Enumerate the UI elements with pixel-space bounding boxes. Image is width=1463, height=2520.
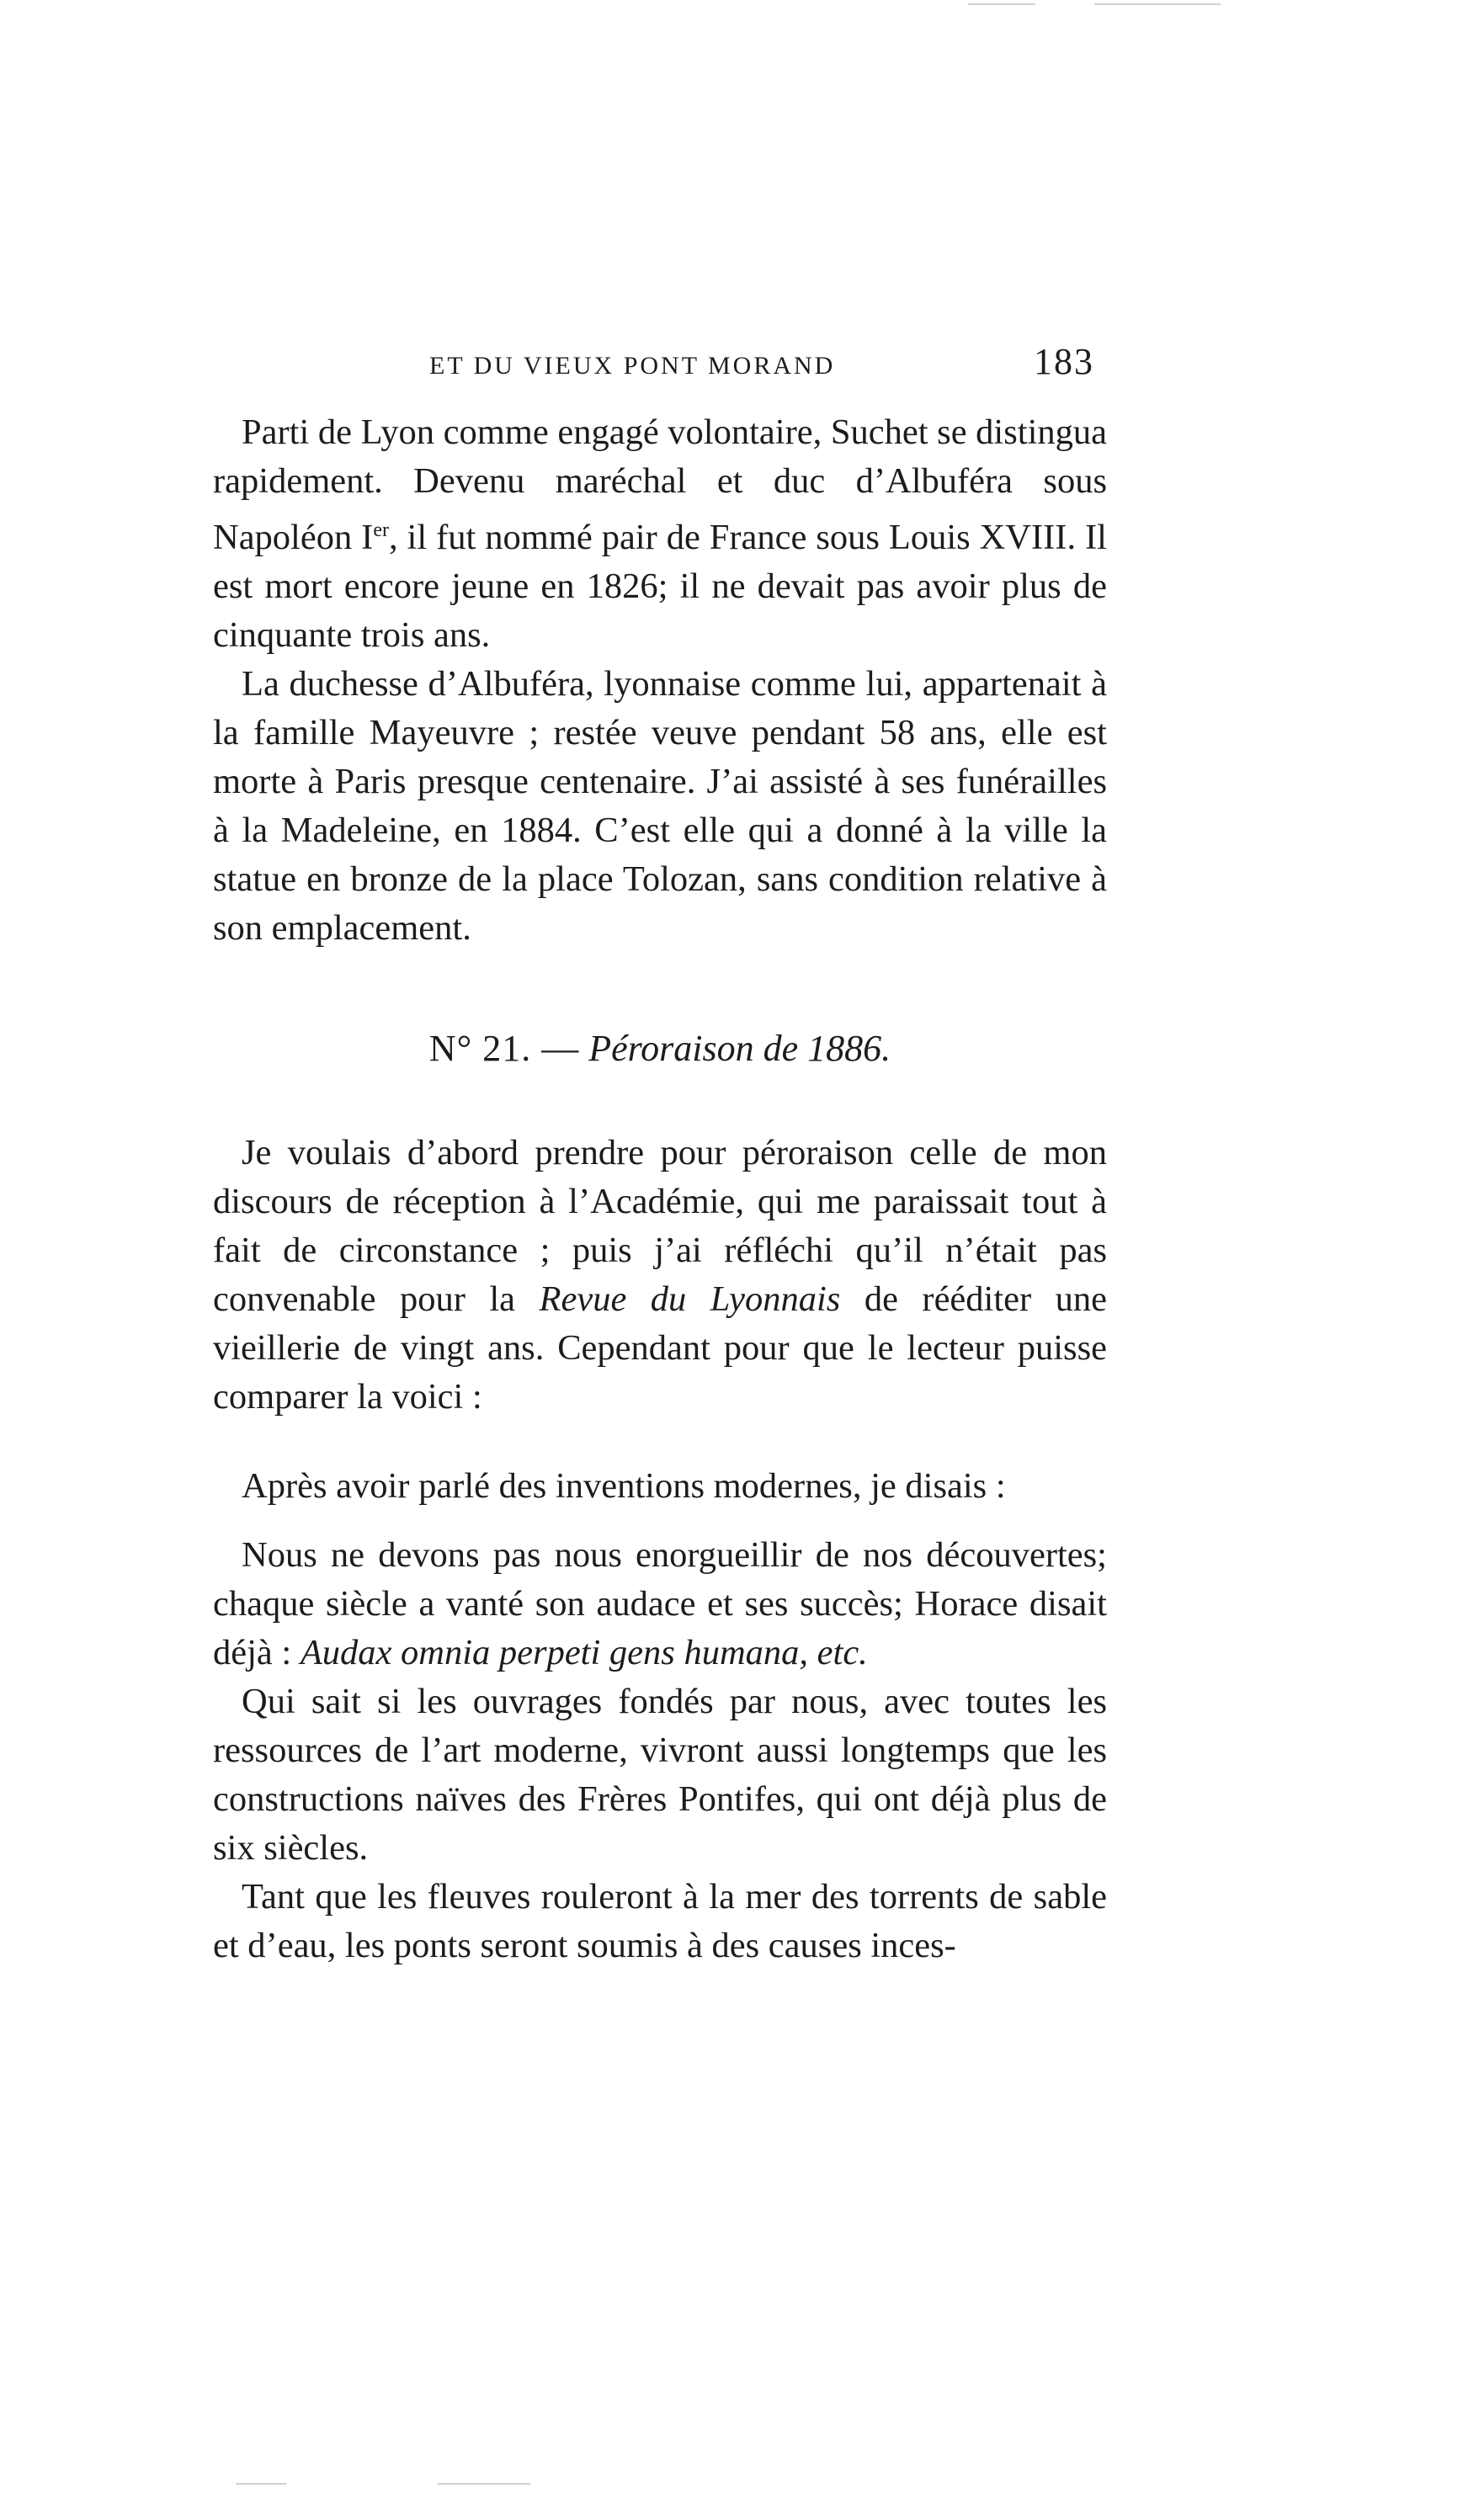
paragraph-suchet <box>213 408 1107 660</box>
text-column <box>213 408 1107 1970</box>
section-heading <box>213 1027 1107 1070</box>
paragraph-horace <box>213 1531 1107 1677</box>
paragraph-text: Parti de Lyon comme engagé volontaire, Suchet se distingua rapidement. Devenu maréchal et duc d’Albuféra sous Napoléon I <box>213 412 1108 558</box>
paragraph-text: , il fut nommé pair de France sous Louis XVIII. Il est mort encore jeune en 1826; il ne devait pas avoir plus de cinquante trois ans. <box>213 518 1107 656</box>
italic-title: Revue du Lyonnais <box>539 1279 841 1320</box>
paragraph-text: Nous ne devons pas nous enorgueillir de nos découvertes; chaque siècle a vanté son audace et ses succès; Horace disait déjà : <box>213 1535 1107 1673</box>
top-edge-mark <box>968 3 1035 5</box>
bottom-edge-mark <box>236 2483 286 2485</box>
paragraph-text: Je voulais d’abord prendre pour péroraison celle de mon discours de réception à l’Académie, qui me paraissait tout à fait de circonstance ; puis j’ai réfléchi qu’il n’était pas convenable pour la <box>213 1133 1107 1320</box>
bottom-edge-mark <box>438 2483 530 2485</box>
top-edge-mark <box>1094 3 1221 5</box>
paragraph-text: de rééditer une vieillerie de vingt ans. Cependant pour que le lecteur puisse comparer la voici : <box>213 1279 1108 1417</box>
section-number: N° 21. — <box>428 1028 580 1070</box>
spacer <box>213 1511 1107 1531</box>
paragraph-fleuves: Tant que les fleuves rouleront à la mer des torrents de sable et d’eau, les ponts seront soumis à des causes inces- <box>213 1877 1107 1966</box>
paragraph-duchesse: La duchesse d’Albuféra, lyonnaise comme lui, appartenait à la famille Mayeuvre ; restée veuve pendant 58 ans, elle est morte à Paris presque centenaire. J’ai assisté à ses funérailles à la Madeleine, en 1884. C’est elle qui a donné à la ville la statue en bronze de la place Tolozan, sans condition relative à son emplacement. <box>213 664 1107 949</box>
paragraph-ouvrages: Qui sait si les ouvrages fondés par nous, avec toutes les ressources de l’art moderne, vivront aussi longtemps que les constructions naïves des Frères Pontifes, qui ont déjà plus de six siècles. <box>213 1682 1107 1869</box>
spacer <box>213 1422 1107 1462</box>
latin-quote: Audax omnia perpeti gens humana, etc. <box>300 1633 868 1673</box>
superscript: er <box>373 519 389 541</box>
section-title: Péroraison de 1886. <box>588 1028 891 1070</box>
running-head: ET DU VIEUX PONT MORAND <box>429 352 836 380</box>
paragraph-inventions: Après avoir parlé des inventions modernes, je disais : <box>242 1466 1006 1507</box>
page-number: 183 <box>1034 341 1094 382</box>
paragraph-peroraison <box>213 1129 1107 1422</box>
